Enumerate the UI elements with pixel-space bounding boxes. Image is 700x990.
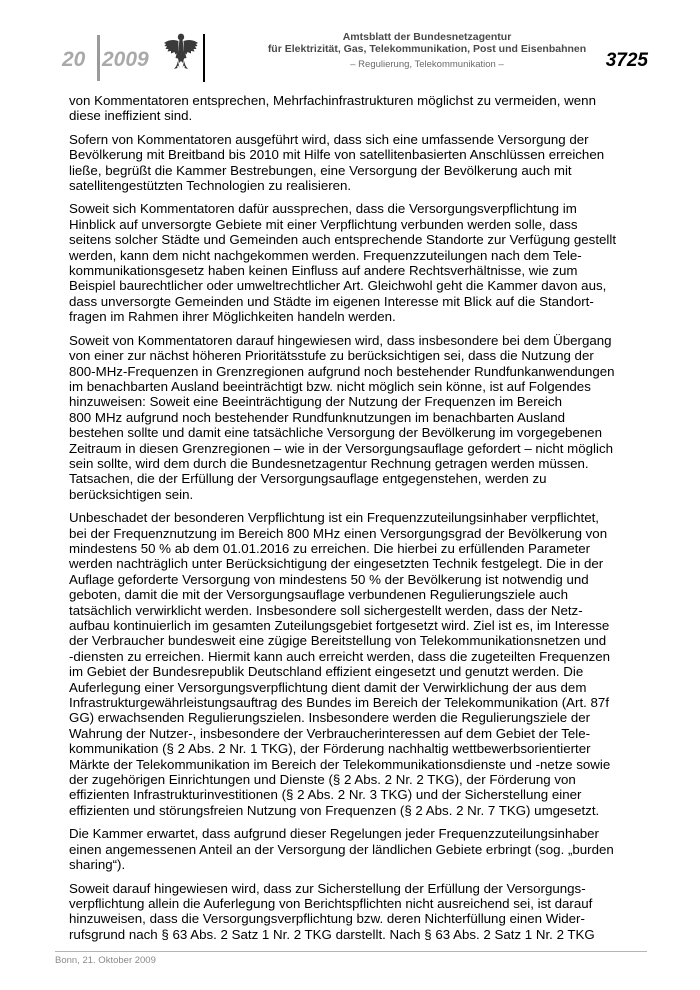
text-line: effizienten und störungsfreien Nutzung von Frequenzen (§ 2 Abs. 2 Nr. 7 TKG) umgesetzt. [69, 802, 600, 818]
paragraph [69, 132, 659, 194]
text-line: 800-MHz-Frequenzen in Grenzregionen aufgrund noch bestehender Rundfunkanwendungen [69, 363, 615, 379]
issue-divider [97, 35, 100, 81]
text-line: tatsächlich verwirklicht werden. Insbesondere soll sichergestellt werden, dass der Netz- [69, 602, 583, 618]
text-line: werden, kann dem nicht nachgekommen werden. Frequenzzuteilungen nach dem Tele- [69, 247, 582, 263]
text-line: Wahrung der Nutzer-, insbesondere der Verbraucherinteressen auf dem Gebiet der Tele- [69, 725, 591, 741]
text-line: rufsgrund nach § 63 Abs. 2 Satz 1 Nr. 2 TKG darstellt. Nach § 63 Abs. 2 Satz 1 Nr. 2 TKG [69, 926, 595, 942]
paragraph [69, 826, 659, 872]
text-line: Beispiel baurechtlicher oder umweltrechtlicher Art. Gleichwohl geht die Kammer davon aus, [69, 278, 607, 294]
text-line: Bevölkerung mit Breitband bis 2010 mit Hilfe von satellitenbasierten Anschlüssen erreichen [69, 147, 605, 163]
footer-divider [55, 951, 647, 952]
text-line: Auferlegung einer Versorgungsverpflichtung dient damit der Verwirklichung der aus dem [69, 679, 587, 695]
text-line: Auflage geforderte Versorgung von mindestens 50 % der Bevölkerung ist notwendig und [69, 571, 589, 587]
text-line: bestehen sollte und damit eine tatsächliche Versorgung der Bevölkerung im vorgegebenen [69, 425, 602, 441]
paragraph [69, 93, 659, 124]
text-line: der Verbraucher bundesweit eine zügige Bereitstellung von Telekommunikationsnetzen und [69, 633, 607, 649]
text-line: sein sollte, wird dem durch die Bundesnetzagentur Rechnung getragen werden müssen. [69, 455, 589, 471]
text-line: verpflichtung allein die Auferlegung von Berichtspflichten nicht ausreichend sei, ist darauf [69, 895, 593, 911]
text-line: Unbeschadet der besonderen Verpflichtung ist ein Frequenzzuteilungsinhaber verpflichtet, [69, 510, 599, 526]
paragraph [69, 201, 659, 324]
text-line: geboten, damit die mit der Versorgungsauflage verbundenen Regulierungsziele auch [69, 587, 568, 603]
text-line: von einer zur nächst höheren Prioritätsstufe zu berücksichtigen sei, dass die Nutzung der [69, 348, 594, 364]
text-line: GG) erwachsenden Regulierungszielen. Insbesondere werden die Regulierungsziele der [69, 710, 591, 726]
publication-subtitle: für Elektrizität, Gas, Telekommunikation, Post und Eisenbahnen [267, 43, 587, 55]
issue-number: 20 [62, 48, 86, 71]
publication-title: Amtsblatt der Bundesnetzagentur [342, 31, 512, 43]
issue-year: 2009 [102, 48, 149, 71]
text-line: ließe, begrüßt die Kammer Bestrebungen, eine Versorgung der Bevölkerung auch mit [69, 162, 572, 178]
text-line: hinzuweisen, dass die Versorgungsverpflichtung bzw. deren Nichterfüllung einen Wider- [69, 911, 585, 927]
paragraph [69, 510, 659, 818]
text-line: 800 MHz aufgrund noch bestehender Rundfunknutzungen im benachbarten Ausland [69, 409, 566, 425]
text-line: von Kommentatoren entsprechen, Mehrfachinfrastrukturen möglichst zu vermeiden, wenn [69, 93, 596, 108]
page-number: 3725 [605, 50, 648, 71]
paragraph [69, 881, 659, 943]
text-line: diese ineffizient sind. [69, 108, 193, 124]
text-line: Märkte der Telekommunikation im Bereich der Telekommunikationsdienste und -netze sowie [69, 756, 611, 772]
text-line: hinzuweisen: Soweit eine Beeinträchtigung der Nutzung der Frequenzen im Bereich [69, 394, 563, 410]
text-line: mindestens 50 % ab dem 01.01.2016 zu erreichen. Die hierbei zu erfüllenden Parameter [69, 540, 591, 556]
text-line: einen angemessenen Anteil an der Versorgung der ländlichen Gebiete erbringt (sog. „burden [69, 841, 614, 857]
text-line: Infrastrukturgewährleistungsauftrag des Bundes im Bereich der Telekommunikation (Art. 87f [69, 695, 610, 711]
text-line: Hinblick auf unversorgte Gebiete mit einer Verpflichtung verbunden werden solle, dass [69, 216, 578, 232]
footer-date: Bonn, 21. Oktober 2009 [55, 955, 156, 966]
text-line: Tatsachen, die der Erfüllung der Versorgungsauflage entgegenstehen, werden zu [69, 471, 547, 487]
text-line: Sofern von Kommentatoren ausgeführt wird, dass sich eine umfassende Versorgung der [69, 131, 589, 147]
page-header [0, 0, 700, 90]
text-line: sharing“). [69, 857, 126, 873]
text-line: dass unversorgte Gemeinden und Städte im eigenen Interesse mit Blick auf die Standort- [69, 293, 594, 309]
federal-eagle-icon [163, 30, 199, 70]
text-line: fragen im Rahmen ihrer Möglichkeiten handeln werden. [69, 309, 396, 325]
body-text [69, 93, 659, 950]
text-line: aufbau kontinuierlich im gesamten Zuteilungsgebiet fortgesetzt wird. Ziel ist es, im Interesse [69, 618, 610, 633]
text-line: der zugehörigen Einrichtungen und Dienste (§ 2 Abs. 2 Nr. 2 TKG), der Förderung von [69, 772, 576, 788]
section-label: – Regulierung, Telekommunikation – [350, 59, 504, 70]
eagle-divider [203, 34, 205, 82]
text-line: berücksichtigen sein. [69, 486, 194, 502]
text-line: Zeitraum in diesen Grenzregionen – wie in der Versorgungsauflage gefordert – nicht möglich [69, 440, 614, 456]
text-line: kommunikation (§ 2 Abs. 2 Nr. 1 TKG), der Förderung nachhaltig wettbewerbsorientierter [69, 741, 591, 757]
text-line: kommunikationsgesetz haben keinen Einfluss auf andere Rechtsverhältnisse, wie zum [69, 263, 578, 279]
text-line: werden nachträglich unter Berücksichtigung der eingesetzten Technik festgelegt. Die in der [69, 556, 604, 572]
text-line: Soweit von Kommentatoren darauf hingewiesen wird, dass insbesondere bei dem Übergang [69, 332, 612, 348]
text-line: im benachbarten Ausland beeinträchtigt bzw. nicht möglich sein könne, ist auf Folgendes [69, 378, 591, 394]
text-line: im Gebiet der Bundesrepublik Deutschland effizient eingesetzt und genutzt werden. Die [69, 664, 584, 680]
paragraph [69, 333, 659, 502]
text-line: -diensten zu erreichen. Hiermit kann auch erreicht werden, dass die zugeteilten Frequenzen [69, 648, 611, 664]
text-line: satellitengestützten Technologien zu realisieren. [69, 178, 352, 194]
text-line: Soweit darauf hingewiesen wird, dass zur Sicherstellung der Erfüllung der Versorgungs- [69, 880, 586, 896]
text-line: Soweit sich Kommentatoren dafür aussprechen, dass die Versorgungsverpflichtung im [69, 201, 577, 217]
text-line: bei der Frequenznutzung im Bereich 800 MHz einen Versorgungsgrad der Bevölkerung von [69, 525, 608, 541]
text-line: seitens solcher Städte und Gemeinden auch entsprechende Standorte zur Verfügung gestellt [69, 232, 617, 248]
text-line: effizienten Infrastrukturinvestitionen (§ 2 Abs. 2 Nr. 3 TKG) und der Sicherstellung einer [69, 787, 582, 803]
text-line: Die Kammer erwartet, dass aufgrund dieser Regelungen jeder Frequenzzuteilungsinhaber [69, 826, 599, 842]
